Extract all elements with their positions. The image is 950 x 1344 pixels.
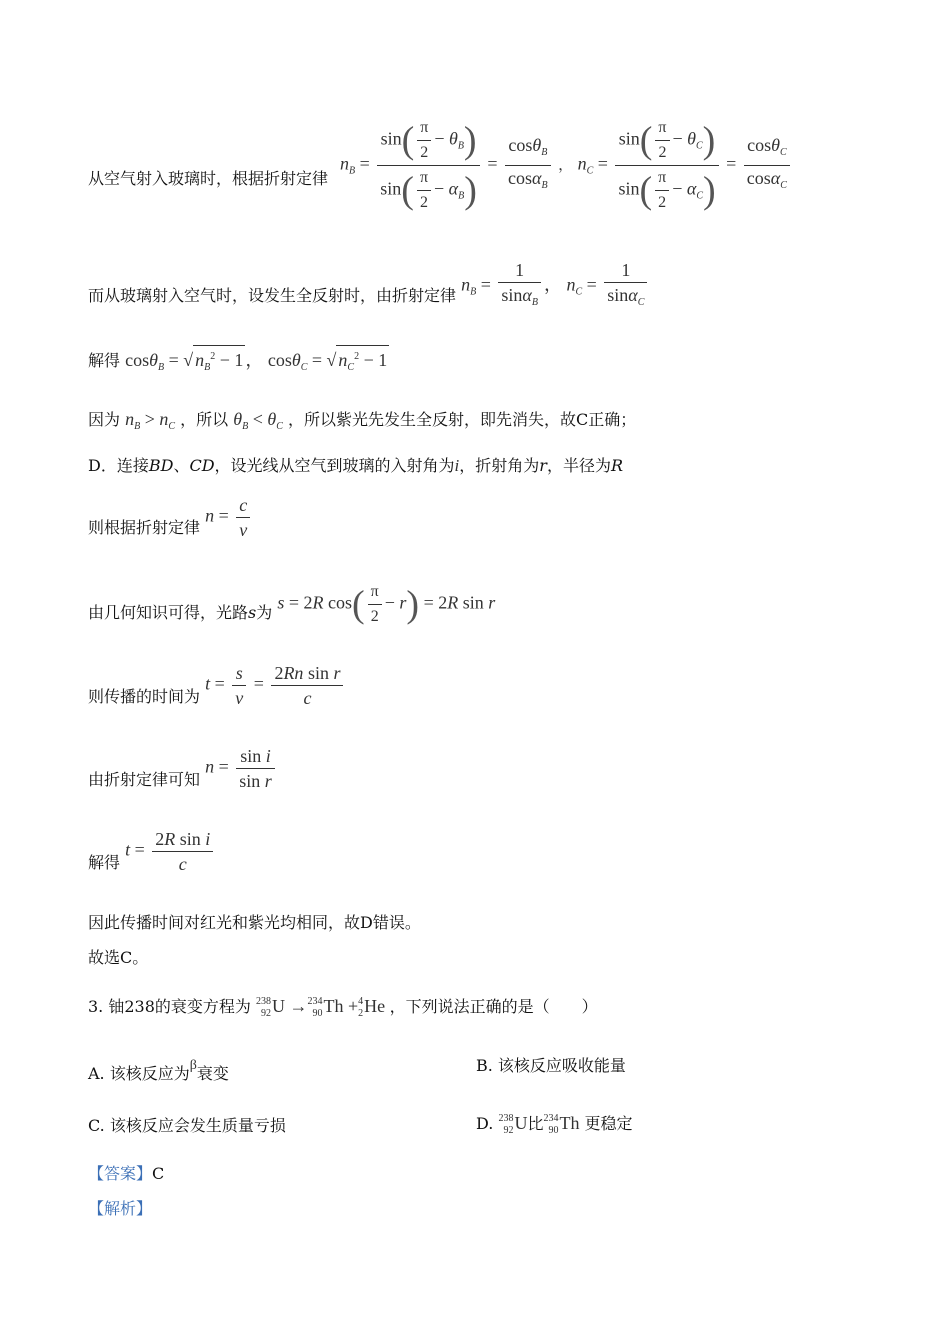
path-length-line: 由几何知识可得，光路s为 s = 2R cos( $\frac{\pi}{2}$ − r) = 2R sin r — [88, 598, 495, 629]
formula-thetaB-lt-thetaC: $\theta_B < \theta_C$ — [233, 409, 283, 432]
formula-snell: n = $\frac{\text{sin i}}{\text{sin r}}$ — [205, 744, 278, 793]
formula-result-time: t = $\frac{\text{2R sin i}}{c}$ — [125, 827, 216, 876]
formula-time: t = $\frac{s}{v}$ = $\frac{\text{2Rn sin r}}{c}$ — [205, 661, 346, 710]
formula-cos-theta: cosθ$_B$ = √ $n_B^2 - 1$ ， cosθ$_C$ = √ $n_C^2 - 1$ — [125, 350, 389, 370]
option-b: B. 该核反应吸收能量 — [476, 1056, 626, 1075]
answer-line — [88, 1163, 164, 1185]
option-d: D. 238 92 U比 234 90 Th 更稳定 — [476, 1112, 633, 1136]
comparison-line: 因为 $n_B > n_C$ ，所以 $\theta_B < \theta_C$ ，所以紫光先发生全反射，即先消失，故C正确； — [88, 409, 637, 432]
decay-equation: 238 92 U → 234 90 Th + 4 2 He — [256, 995, 386, 1019]
answer-value: C — [152, 1164, 165, 1183]
refraction-air-to-glass-line: 从空气射入玻璃时，根据折射定律 — [88, 169, 329, 188]
n-equals-c-over-v-line: 则根据折射定律 n = $\frac{c}{v}$ — [88, 515, 253, 542]
formula-path-s: s = 2R cos( $\frac{\pi}{2}$ − r) = 2R sin r — [277, 580, 495, 629]
formula-nB-nC: $n_B$ = sin( $\frac{\pi}{2}$ − $\theta_B$) sin( $\frac{\pi}{2}$ − $\alpha_B$) = $\frac{\cos\theta_B}{\cos\alpha_B}$ ， $n_C$ = sin( $\frac{\pi}{2}$ − $\theta_C$) sin( $\frac{\pi}{2}$ − $\alpha_C$) = $\frac{\cos\theta_C}{\cos\alpha_C}$ — [340, 116, 793, 215]
refraction-glass-to-air-line: 而从玻璃射入空气时，设发生全反射时，由折射定律 $n_B$ = $\frac{1}{\sin\alpha_B}$ ， $n_C$ = $\frac{1}{\sin\alpha_C}$ — [88, 278, 650, 315]
part-d-setup-line: D．连接BD、CD，设光线从空气到玻璃的入射角为i，折射角为r，半径为R — [88, 456, 624, 475]
option-a: A. 该核反应为β衰变 — [88, 1058, 229, 1083]
analysis-tag: 【解析】 — [88, 1199, 153, 1218]
symbol-i: i — [454, 456, 460, 475]
snell-law-line: 由折射定律可知 n = $\frac{\text{sin i}}{\text{sin r}}$ — [88, 768, 278, 793]
answer-tag: 【答案】 — [88, 1164, 153, 1183]
choose-c-line: 故选C。 — [88, 948, 149, 967]
option-c: C. 该核反应会发生质量亏损 — [88, 1116, 286, 1135]
analysis-line — [88, 1198, 152, 1220]
conclusion-d-line: 因此传播时间对红光和紫光均相同，故D错误。 — [88, 913, 421, 932]
formula-critical-angle: $n_B$ = $\frac{1}{\sin\alpha_B}$ ， $n_C$ = $\frac{1}{\sin\alpha_C}$ — [461, 258, 650, 315]
time-line: 则传播的时间为 t = $\frac{s}{v}$ = $\frac{\text{2Rn sin r}}{c}$ — [88, 685, 346, 710]
question-3-stem: 3. 铀238的衰变方程为 238 92 U → 234 90 Th + 4 2 He ，下列说法正确的是（ ） — [88, 995, 598, 1019]
formula-nB-gt-nC: $n_B > n_C$ — [125, 409, 176, 432]
formula-n-c-v: n = $\frac{c}{v}$ — [205, 493, 253, 542]
result-time-line: 解得 t = $\frac{\text{2R sin i}}{c}$ — [88, 851, 216, 876]
solve-cos-line: 解得 cosθ$_B$ = √ $n_B^2 - 1$ ， cosθ$_C$ = √ $n_C^2 - 1$ — [88, 345, 389, 379]
